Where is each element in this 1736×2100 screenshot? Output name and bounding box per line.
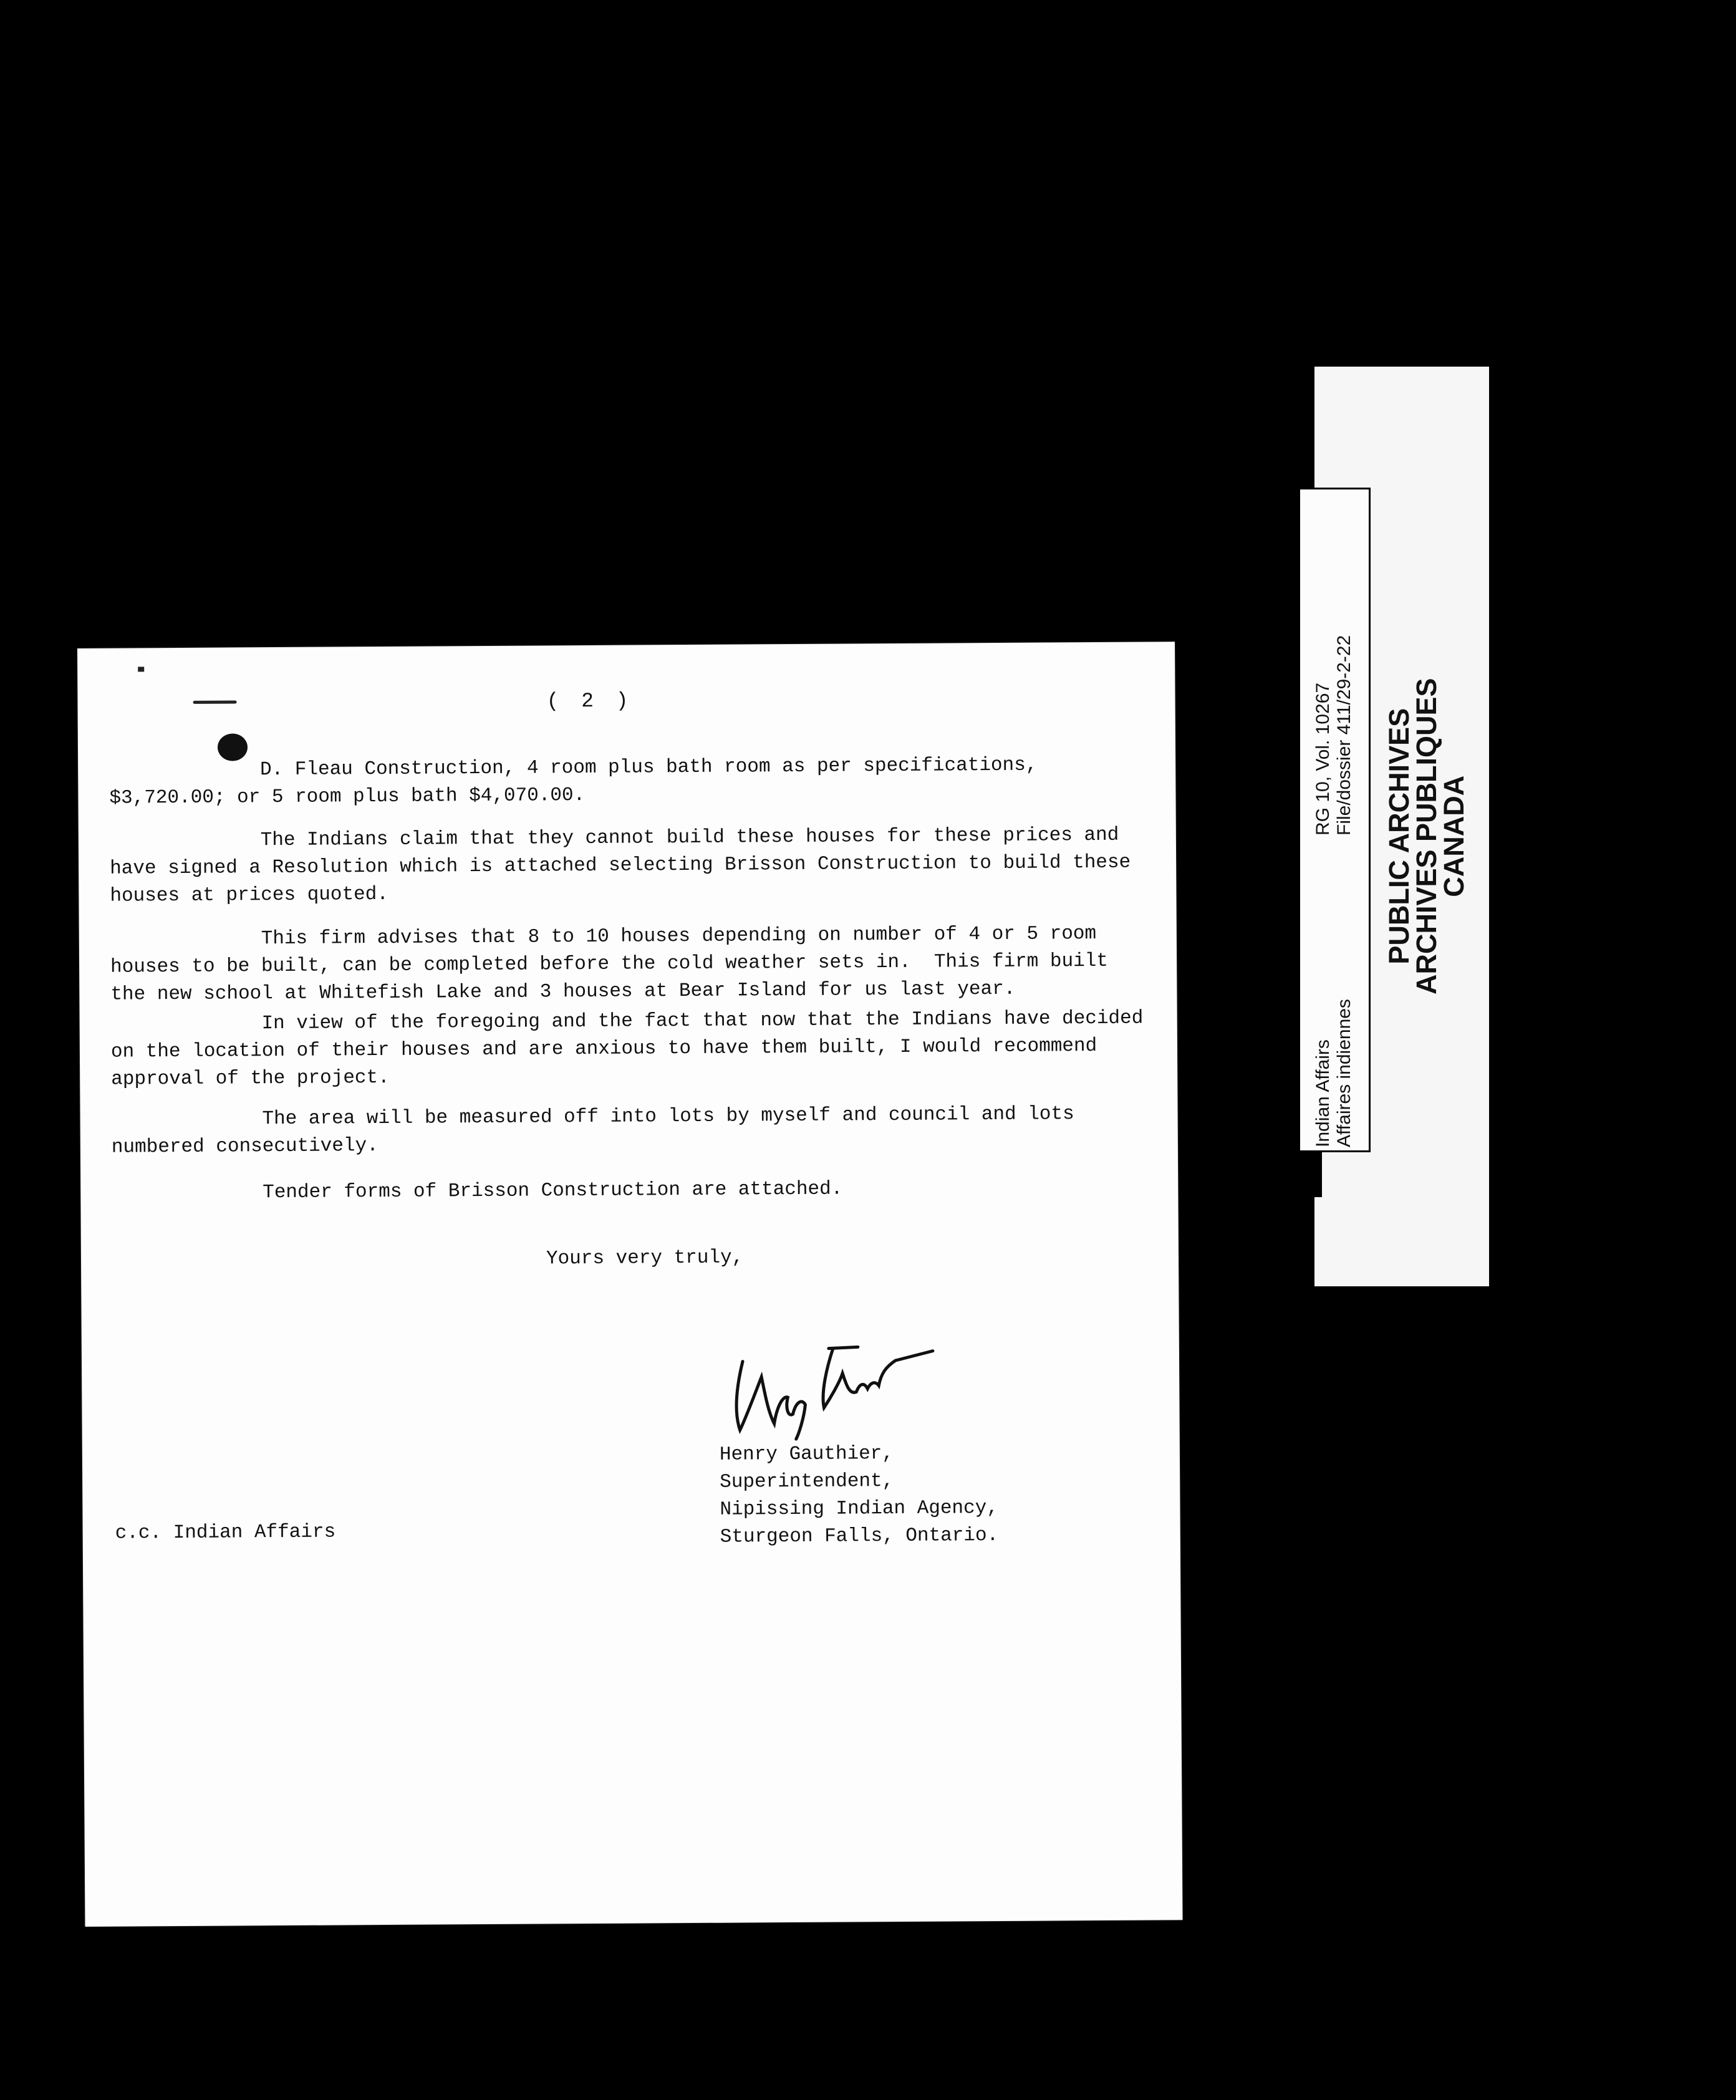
signer-block: Henry Gauthier, Superintendent, Nipissing Indian Agency, Sturgeon Falls, Ontario. bbox=[719, 1443, 999, 1548]
department-en: Indian Affairs bbox=[1313, 1039, 1333, 1147]
archive-reference bbox=[1313, 635, 1355, 836]
paragraph-firm-advises: This firm advises that 8 to 10 houses depending on number of 4 or 5 room houses to be built, can be completed before the cold weather sets in. This firm built the new school at Whitefish Lake and 3 houses at Bear Island for us last year. bbox=[110, 923, 1109, 1006]
reference-file: File/dossier 411/29-2-22 bbox=[1334, 635, 1354, 836]
paragraph-indians-claim: The Indians claim that they cannot build these houses for these prices and have signed a Resolution which is attached selecting Brisson Construction to build these houses at prices quoted. bbox=[109, 824, 1131, 907]
paragraph-lots: The area will be measured off into lots by myself and council and lots numbered consecutively. bbox=[111, 1103, 1074, 1158]
carbon-copy-line: c.c. Indian Affairs bbox=[115, 1521, 336, 1544]
paragraph-fleau-quote: D. Fleau Construction, 4 room plus bath room as per specifications, $3,720.00; or 5 room plus bath $4,070.00. bbox=[109, 754, 1038, 809]
closing: Yours very truly, bbox=[546, 1246, 744, 1270]
ink-dash-mark bbox=[193, 700, 237, 703]
ink-mark bbox=[138, 667, 144, 672]
archive-department bbox=[1313, 999, 1355, 1147]
department-fr: Affaires indiennes bbox=[1334, 999, 1354, 1147]
title-canada: CANADA bbox=[1438, 775, 1470, 897]
paragraph-recommendation: In view of the foregoing and the fact that now that the Indians have decided on the location of their houses and are anxious to have them built, I would recommend approval of the project. bbox=[110, 1007, 1144, 1091]
archive-title bbox=[1383, 678, 1470, 995]
letter-page bbox=[77, 642, 1182, 1927]
page-number: ( 2 ) bbox=[546, 689, 634, 713]
title-archives-publiques: ARCHIVES PUBLIQUES bbox=[1410, 678, 1442, 995]
handwritten-signature bbox=[718, 1323, 943, 1443]
reference-volume: RG 10, Vol. 10267 bbox=[1313, 682, 1333, 836]
paragraph-tender-forms: Tender forms of Brisson Construction are attached. bbox=[112, 1178, 843, 1205]
title-public-archives: PUBLIC ARCHIVES bbox=[1383, 708, 1415, 965]
